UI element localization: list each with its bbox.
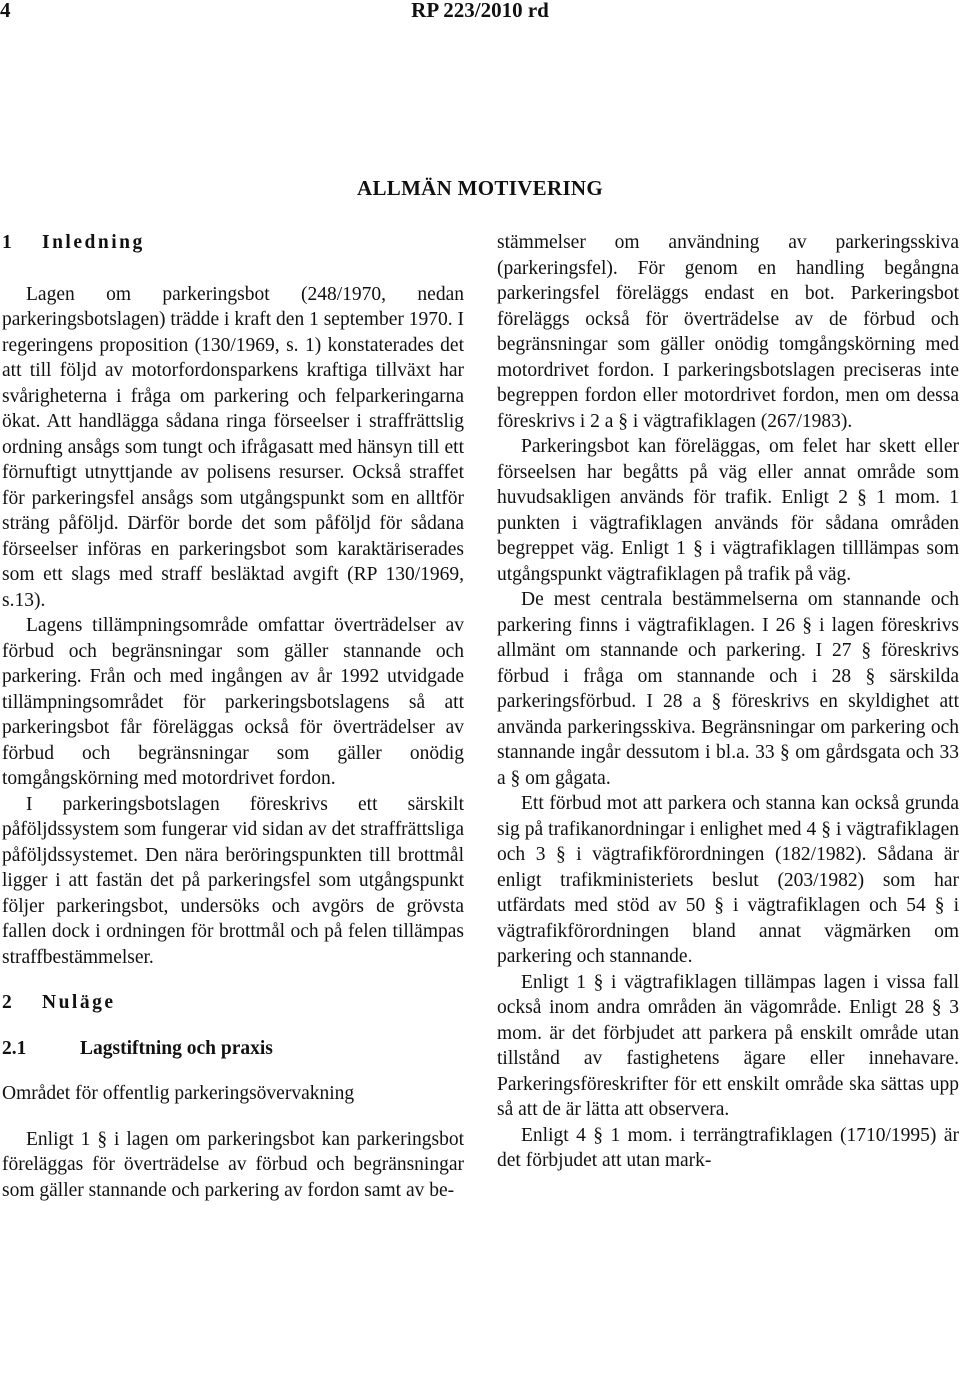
section-heading-1 xyxy=(2,230,464,256)
paragraph: Lagens tillämpningsområde omfattar överträdelser av förbud och begränsningar som gäller stannande och parkering. Från och med ingången av år 1992 utvidgade tillämpningsområdet för parkeringsbotslagens så att parkeringsbot får föreläggas också för överträdelser av förbud och begränsningar som gäller onödig tomgångskörning med motordrivet fordon. xyxy=(2,615,464,789)
subsection-heading xyxy=(2,1036,464,1062)
paragraph: stämmelser om användning av parkeringsskiva (parkeringsfel). För genom en handling begångna parkeringsfel föreläggs endast en bot. Parkeringsbot föreläggs också för överträdelse av de förbud och begränsningar som gäller onödig tomgångskörning med motordrivet fordon. I parkeringsbotslagen preciseras inte begreppen fordon eller motordrivet fordon, men om dessa föreskrivs i 2 a § i vägtrafiklagen (267/1983). xyxy=(497,232,959,432)
paragraph: Enligt 1 § i vägtrafiklagen tillämpas lagen i vissa fall också inom andra områden än vägområde. Enligt 28 § 3 mom. är det förbjudet att parkera på enskilt område utan tillstånd av fastighetens ägare eller innehavare. Parkeringsföreskrifter för ett enskilt område ska sättas upp så att de är lätta att observera. xyxy=(497,971,959,1120)
page-header xyxy=(0,0,960,26)
section-number: 2 xyxy=(2,992,12,1013)
subsection-title: Lagstiftning och praxis xyxy=(80,1037,273,1059)
section-title: Nuläge xyxy=(42,992,116,1013)
paragraph: Enligt 1 § i lagen om parkeringsbot kan parkeringsbot föreläggas för överträdelse av förbud och begränsningar som gäller stannande och parkering av fordon samt av be- xyxy=(2,1128,464,1201)
right-column xyxy=(497,230,959,1174)
paragraph: I parkeringsbotslagen föreskrivs ett särskilt påföljdssystem som fungerar vid sidan av det straffrättsliga påföljdssystemet. Den nära beröringspunkten till brottmål ligger i att fastän det på parkeringsfel som utgångspunkt följer parkeringsbot, undersöks och avgörs de grövsta fallen dock i ordningen för brottmål och på felen tillämpas straffbestämmelser. xyxy=(2,793,464,968)
paragraph: Ett förbud mot att parkera och stanna kan också grunda sig på trafikanordningar i enlighet med 4 § i vägtrafiklagen och 3 § i vägtrafikförordningen (182/1982). Sådana är enligt trafikministeriets beslut (203/1982) som har utfärdats med stöd av 50 § i vägtrafiklagen och 54 § i vägtrafikförordningen bland annat vägmärken om parkering och stannande. xyxy=(497,793,959,967)
document-title: ALLMÄN MOTIVERING xyxy=(356,176,604,200)
page-number: 4 xyxy=(0,0,11,22)
paragraph: De mest centrala bestämmelserna om stannande och parkering finns i vägtrafiklagen. I 26 § i lagen föreskrivs allmänt om stannande och parkering. I 27 § föreskrivs förbud i fråga om stannande och i 28 § särskilda parkeringsförbud. I 28 a § föreskrivs en skyldighet att använda parkeringsskiva. Begränsningar om parkering och stannande ingår dessutom i bl.a. 33 § om gårdsgata och 33 a § om gågata. xyxy=(497,589,959,789)
paragraph: Lagen om parkeringsbot (248/1970, nedan parkeringsbotslagen) trädde i kraft den 1 september 1970. I regeringens proposition (130/1969, s. 1) konstaterades det att till följd av motorfordonsparkens kraftiga tillväxt har svårigheterna i fråga om parkering och felparkeringarna ökat. Att handlägga sådana ringa förseelser i straffrättslig ordning ansågs som tungt och ifrågasatt med hänsyn till ett förnuftigt utnyttjande av polisens resurser. Också straffet för parkeringsfel ansågs som utgångspunkt som en alltför sträng påföljd. Därför borde det som påföljd för sådana förseelser införas en parkeringsbot som karaktäriserades som ett slags med straff besläktad avgift (RP 130/1969, s.13). xyxy=(2,283,464,611)
section-heading-2 xyxy=(2,990,464,1016)
paragraph: Enligt 4 § 1 mom. i terrängtrafiklagen (1710/1995) är det förbjudet att utan mark- xyxy=(497,1124,959,1171)
running-title: RP 223/2010 rd xyxy=(411,0,549,22)
subsection-number: 2.1 xyxy=(2,1037,27,1059)
subheading: Området för offentlig parkeringsövervakning xyxy=(2,1083,355,1104)
paragraph: Parkeringsbot kan föreläggas, om felet har skett eller förseelsen har begåtts på väg eller annat område som huvudsakligen används för trafik. Enligt 2 § 1 mom. 1 punkten i vägtrafiklagen används för sådana områden begreppet väg. Enligt 1 § i vägtrafiklagen tilllämpas som utgångspunkt vägtrafiklagen på trafik på väg. xyxy=(497,436,959,585)
section-title: Inledning xyxy=(42,232,145,253)
left-column xyxy=(2,230,464,1203)
section-number: 1 xyxy=(2,232,12,253)
